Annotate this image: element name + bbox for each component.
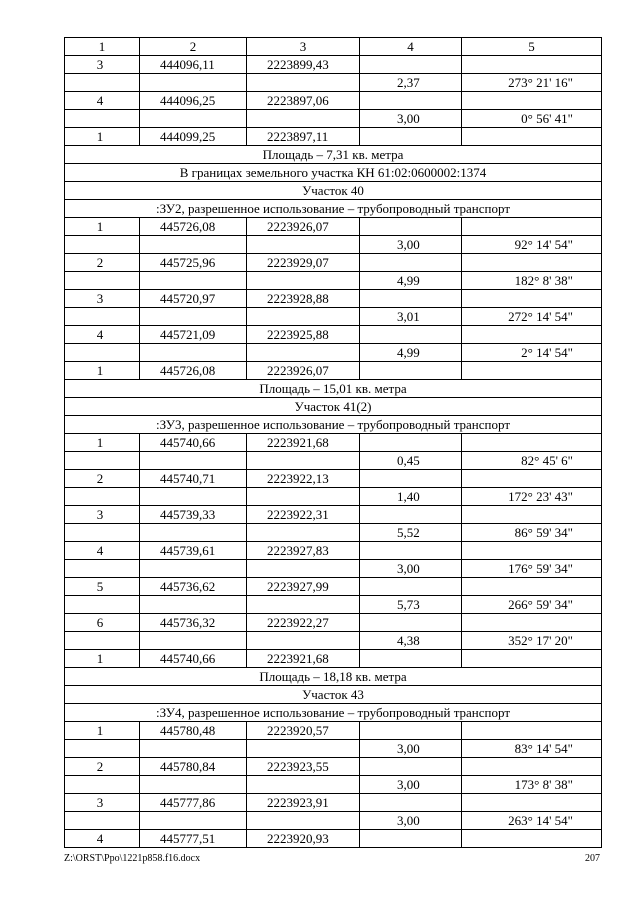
distance-cell — [360, 722, 462, 740]
angle-cell: 263° 14' 54" — [462, 812, 602, 830]
x-coordinate — [140, 632, 247, 650]
distance-cell: 4,99 — [360, 272, 462, 290]
distance-cell — [360, 542, 462, 560]
table-row-segment — [65, 74, 602, 92]
angle-cell — [462, 362, 602, 380]
y-coordinate: 2223922,13 — [247, 470, 360, 488]
header-cell-2: 2 — [140, 38, 247, 56]
table-row-point — [65, 758, 602, 776]
y-coordinate: 2223899,43 — [247, 56, 360, 74]
point-number — [65, 452, 140, 470]
distance-cell: 4,38 — [360, 632, 462, 650]
angle-cell — [462, 758, 602, 776]
y-coordinate — [247, 632, 360, 650]
section-label: :ЗУ4, разрешенное использование – трубопроводный транспорт — [65, 704, 602, 722]
y-coordinate — [247, 776, 360, 794]
point-number — [65, 308, 140, 326]
angle-cell: 2° 14' 54" — [462, 344, 602, 362]
y-coordinate — [247, 740, 360, 758]
point-number: 1 — [65, 128, 140, 146]
table-row-point — [65, 434, 602, 452]
x-coordinate — [140, 272, 247, 290]
angle-cell: 272° 14' 54" — [462, 308, 602, 326]
y-coordinate: 2223922,27 — [247, 614, 360, 632]
table-row-point — [65, 128, 602, 146]
angle-cell: 182° 8' 38" — [462, 272, 602, 290]
table-section-row — [65, 200, 602, 218]
y-coordinate: 2223921,68 — [247, 434, 360, 452]
y-coordinate — [247, 524, 360, 542]
table-row-point — [65, 56, 602, 74]
angle-cell — [462, 542, 602, 560]
distance-cell — [360, 362, 462, 380]
angle-cell — [462, 794, 602, 812]
x-coordinate — [140, 812, 247, 830]
distance-cell: 3,00 — [360, 110, 462, 128]
y-coordinate — [247, 488, 360, 506]
distance-cell — [360, 794, 462, 812]
angle-cell — [462, 434, 602, 452]
table-row-point — [65, 92, 602, 110]
y-coordinate: 2223897,11 — [247, 128, 360, 146]
angle-cell: 82° 45' 6" — [462, 452, 602, 470]
point-number — [65, 776, 140, 794]
angle-cell: 266° 59' 34" — [462, 596, 602, 614]
angle-cell — [462, 218, 602, 236]
distance-cell: 3,00 — [360, 740, 462, 758]
table-row-segment — [65, 236, 602, 254]
table-row-point — [65, 254, 602, 272]
point-number — [65, 236, 140, 254]
y-coordinate — [247, 596, 360, 614]
table-row-point — [65, 794, 602, 812]
table-section-row — [65, 398, 602, 416]
table-section-row — [65, 668, 602, 686]
y-coordinate: 2223925,88 — [247, 326, 360, 344]
table-section-row — [65, 704, 602, 722]
x-coordinate: 445740,66 — [140, 434, 247, 452]
angle-cell — [462, 326, 602, 344]
y-coordinate — [247, 74, 360, 92]
x-coordinate — [140, 74, 247, 92]
angle-cell: 83° 14' 54" — [462, 740, 602, 758]
x-coordinate: 445720,97 — [140, 290, 247, 308]
table-section-row — [65, 416, 602, 434]
table-row-segment — [65, 812, 602, 830]
point-number: 4 — [65, 542, 140, 560]
y-coordinate: 2223926,07 — [247, 362, 360, 380]
x-coordinate — [140, 308, 247, 326]
table-section-row — [65, 164, 602, 182]
distance-cell: 5,73 — [360, 596, 462, 614]
angle-cell: 176° 59' 34" — [462, 560, 602, 578]
distance-cell: 3,00 — [360, 812, 462, 830]
footer-file-path: Z:\ORST\Ppo\1221p858.f16.docx — [64, 853, 201, 864]
header-row — [65, 38, 602, 56]
y-coordinate: 2223897,06 — [247, 92, 360, 110]
header-cell-1: 1 — [65, 38, 140, 56]
angle-cell: 352° 17' 20" — [462, 632, 602, 650]
section-label: Участок 43 — [65, 686, 602, 704]
section-label: Площадь – 18,18 кв. метра — [65, 668, 602, 686]
header-cell-3: 3 — [247, 38, 360, 56]
x-coordinate: 445726,08 — [140, 218, 247, 236]
point-number — [65, 344, 140, 362]
distance-cell: 1,40 — [360, 488, 462, 506]
table-row-point — [65, 506, 602, 524]
point-number: 3 — [65, 506, 140, 524]
table-row-segment — [65, 524, 602, 542]
table-row-segment — [65, 560, 602, 578]
table-section-row — [65, 146, 602, 164]
section-label: Площадь – 15,01 кв. метра — [65, 380, 602, 398]
y-coordinate — [247, 110, 360, 128]
point-number: 1 — [65, 722, 140, 740]
point-number — [65, 740, 140, 758]
x-coordinate: 445736,32 — [140, 614, 247, 632]
section-label: :ЗУ2, разрешенное использование – трубопроводный транспорт — [65, 200, 602, 218]
point-number — [65, 632, 140, 650]
table-body — [65, 38, 602, 848]
point-number: 1 — [65, 362, 140, 380]
x-coordinate — [140, 488, 247, 506]
distance-cell: 2,37 — [360, 74, 462, 92]
x-coordinate: 445726,08 — [140, 362, 247, 380]
table-row-segment — [65, 452, 602, 470]
angle-cell: 273° 21' 16" — [462, 74, 602, 92]
x-coordinate: 444099,25 — [140, 128, 247, 146]
y-coordinate — [247, 452, 360, 470]
x-coordinate — [140, 344, 247, 362]
angle-cell — [462, 578, 602, 596]
y-coordinate: 2223920,93 — [247, 830, 360, 848]
x-coordinate: 445777,51 — [140, 830, 247, 848]
angle-cell: 92° 14' 54" — [462, 236, 602, 254]
distance-cell — [360, 326, 462, 344]
table-row-point — [65, 470, 602, 488]
x-coordinate: 444096,11 — [140, 56, 247, 74]
angle-cell: 172° 23' 43" — [462, 488, 602, 506]
table-row-point — [65, 218, 602, 236]
table-row-point — [65, 830, 602, 848]
table-row-point — [65, 326, 602, 344]
table-row-segment — [65, 632, 602, 650]
x-coordinate — [140, 452, 247, 470]
x-coordinate — [140, 596, 247, 614]
x-coordinate: 445721,09 — [140, 326, 247, 344]
distance-cell: 3,00 — [360, 236, 462, 254]
y-coordinate: 2223927,83 — [247, 542, 360, 560]
point-number: 2 — [65, 470, 140, 488]
table-section-row — [65, 380, 602, 398]
x-coordinate: 445739,61 — [140, 542, 247, 560]
x-coordinate — [140, 524, 247, 542]
point-number — [65, 596, 140, 614]
distance-cell — [360, 434, 462, 452]
y-coordinate — [247, 560, 360, 578]
table-row-point — [65, 290, 602, 308]
angle-cell: 0° 56' 41" — [462, 110, 602, 128]
angle-cell — [462, 722, 602, 740]
x-coordinate — [140, 560, 247, 578]
y-coordinate — [247, 344, 360, 362]
section-label: В границах земельного участка КН 61:02:0600002:1374 — [65, 164, 602, 182]
point-number — [65, 272, 140, 290]
x-coordinate: 445740,71 — [140, 470, 247, 488]
point-number: 3 — [65, 56, 140, 74]
distance-cell — [360, 830, 462, 848]
point-number — [65, 110, 140, 128]
y-coordinate: 2223927,99 — [247, 578, 360, 596]
point-number: 1 — [65, 434, 140, 452]
distance-cell: 5,52 — [360, 524, 462, 542]
x-coordinate — [140, 776, 247, 794]
table-row-point — [65, 650, 602, 668]
distance-cell — [360, 128, 462, 146]
y-coordinate — [247, 308, 360, 326]
point-number: 4 — [65, 92, 140, 110]
point-number — [65, 524, 140, 542]
point-number: 6 — [65, 614, 140, 632]
point-number: 2 — [65, 254, 140, 272]
point-number: 1 — [65, 650, 140, 668]
point-number — [65, 74, 140, 92]
y-coordinate: 2223920,57 — [247, 722, 360, 740]
table-row-segment — [65, 272, 602, 290]
angle-cell — [462, 56, 602, 74]
y-coordinate: 2223923,55 — [247, 758, 360, 776]
table-row-point — [65, 722, 602, 740]
coordinates-table — [64, 37, 602, 848]
table-row-point — [65, 578, 602, 596]
angle-cell — [462, 128, 602, 146]
section-label: Площадь – 7,31 кв. метра — [65, 146, 602, 164]
angle-cell — [462, 830, 602, 848]
distance-cell — [360, 470, 462, 488]
y-coordinate: 2223922,31 — [247, 506, 360, 524]
point-number: 3 — [65, 290, 140, 308]
distance-cell: 3,01 — [360, 308, 462, 326]
point-number — [65, 560, 140, 578]
table-section-row — [65, 686, 602, 704]
point-number: 1 — [65, 218, 140, 236]
distance-cell — [360, 254, 462, 272]
table-row-segment — [65, 308, 602, 326]
angle-cell — [462, 506, 602, 524]
x-coordinate — [140, 110, 247, 128]
table-row-segment — [65, 344, 602, 362]
y-coordinate: 2223928,88 — [247, 290, 360, 308]
y-coordinate — [247, 812, 360, 830]
distance-cell — [360, 56, 462, 74]
section-label: Участок 41(2) — [65, 398, 602, 416]
table-row-segment — [65, 110, 602, 128]
table-row-segment — [65, 596, 602, 614]
distance-cell: 3,00 — [360, 776, 462, 794]
x-coordinate: 445780,48 — [140, 722, 247, 740]
distance-cell: 0,45 — [360, 452, 462, 470]
angle-cell — [462, 290, 602, 308]
footer-page-number: 207 — [585, 853, 600, 864]
distance-cell — [360, 290, 462, 308]
x-coordinate: 445780,84 — [140, 758, 247, 776]
angle-cell — [462, 92, 602, 110]
table-row-segment — [65, 488, 602, 506]
point-number: 4 — [65, 326, 140, 344]
table-row-point — [65, 362, 602, 380]
point-number: 3 — [65, 794, 140, 812]
y-coordinate — [247, 272, 360, 290]
x-coordinate: 445740,66 — [140, 650, 247, 668]
x-coordinate — [140, 236, 247, 254]
point-number: 4 — [65, 830, 140, 848]
x-coordinate: 445736,62 — [140, 578, 247, 596]
header-cell-5: 5 — [462, 38, 602, 56]
table-section-row — [65, 182, 602, 200]
point-number — [65, 812, 140, 830]
distance-cell — [360, 578, 462, 596]
angle-cell: 86° 59' 34" — [462, 524, 602, 542]
x-coordinate: 445739,33 — [140, 506, 247, 524]
x-coordinate: 444096,25 — [140, 92, 247, 110]
distance-cell: 3,00 — [360, 560, 462, 578]
table-row-segment — [65, 776, 602, 794]
section-label: Участок 40 — [65, 182, 602, 200]
distance-cell — [360, 218, 462, 236]
point-number — [65, 488, 140, 506]
y-coordinate: 2223929,07 — [247, 254, 360, 272]
table-row-point — [65, 542, 602, 560]
distance-cell — [360, 614, 462, 632]
angle-cell — [462, 650, 602, 668]
header-cell-4: 4 — [360, 38, 462, 56]
table-row-point — [65, 614, 602, 632]
point-number: 2 — [65, 758, 140, 776]
section-label: :ЗУ3, разрешенное использование – трубопроводный транспорт — [65, 416, 602, 434]
point-number: 5 — [65, 578, 140, 596]
y-coordinate: 2223921,68 — [247, 650, 360, 668]
angle-cell: 173° 8' 38" — [462, 776, 602, 794]
distance-cell — [360, 758, 462, 776]
y-coordinate: 2223923,91 — [247, 794, 360, 812]
distance-cell — [360, 650, 462, 668]
x-coordinate — [140, 740, 247, 758]
distance-cell — [360, 92, 462, 110]
table-row-segment — [65, 740, 602, 758]
x-coordinate: 445777,86 — [140, 794, 247, 812]
distance-cell — [360, 506, 462, 524]
angle-cell — [462, 254, 602, 272]
angle-cell — [462, 470, 602, 488]
y-coordinate: 2223926,07 — [247, 218, 360, 236]
y-coordinate — [247, 236, 360, 254]
x-coordinate: 445725,96 — [140, 254, 247, 272]
distance-cell: 4,99 — [360, 344, 462, 362]
angle-cell — [462, 614, 602, 632]
